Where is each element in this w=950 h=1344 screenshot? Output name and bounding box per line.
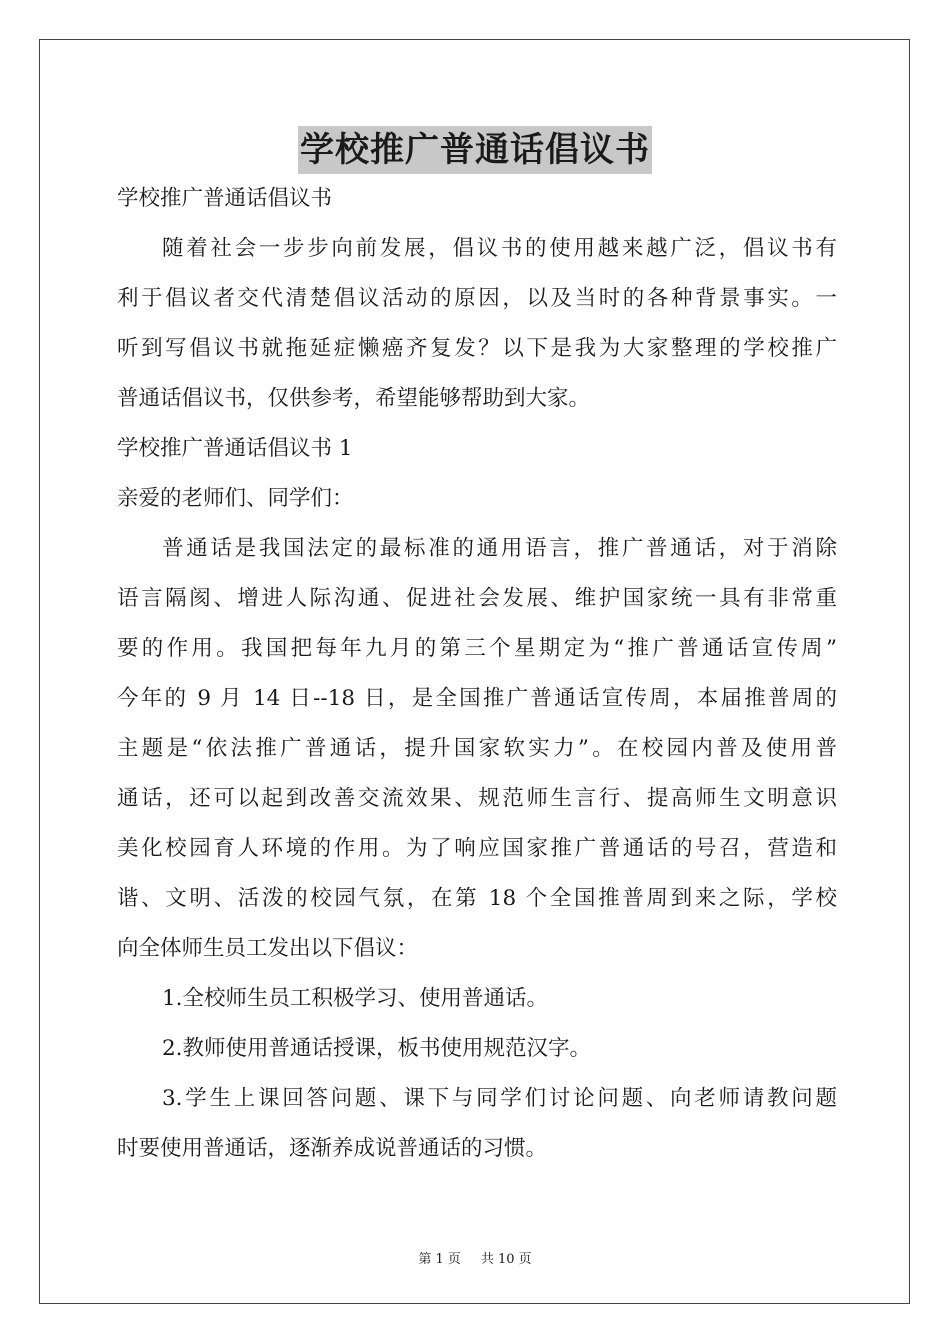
text-line: 谐、文明、活泼的校园气氛，在第 18 个全国推普周到来之际，学校 bbox=[117, 886, 837, 911]
text-line: 利于倡议者交代清楚倡议活动的原因，以及当时的各种背景事实。一 bbox=[117, 286, 837, 311]
text-line: 2.教师使用普通话授课，板书使用规范汉字。 bbox=[162, 1036, 592, 1061]
page-number: 第 1 页 bbox=[418, 1252, 461, 1267]
text-line: 学校推广普通话倡议书 bbox=[117, 186, 333, 211]
text-line: 普通话倡议书，仅供参考，希望能够帮助到大家。 bbox=[117, 386, 591, 411]
text-line: 语言隔阂、增进人际沟通、促进社会发展、维护国家统一具有非常重 bbox=[117, 586, 837, 611]
text-line: 美化校园育人环境的作用。为了响应国家推广普通话的号召，营造和 bbox=[117, 836, 837, 861]
text-line: 学校推广普通话倡议书 1 bbox=[117, 436, 353, 461]
document-title: 学校推广普通话倡议书 bbox=[298, 126, 652, 174]
text-line: 普通话是我国法定的最标准的通用语言，推广普通话，对于消除 bbox=[162, 536, 837, 561]
text-line: 1.全校师生员工积极学习、使用普通话。 bbox=[162, 986, 549, 1011]
text-line: 主题是“依法推广普通话，提升国家软实力”。在校园内普及使用普 bbox=[117, 736, 837, 761]
text-line: 时要使用普通话，逐渐养成说普通话的习惯。 bbox=[117, 1136, 548, 1161]
text-line: 3.学生上课回答问题、课下与同学们讨论问题、向老师请教问题 bbox=[162, 1086, 837, 1111]
text-line: 随着社会一步步向前发展，倡议书的使用越来越广泛，倡议书有 bbox=[162, 236, 837, 261]
text-line: 向全体师生员工发出以下倡议： bbox=[117, 936, 419, 961]
text-line: 通话，还可以起到改善交流效果、规范师生言行、提高师生文明意识 bbox=[117, 786, 837, 811]
page-total: 共 10 页 bbox=[480, 1252, 532, 1267]
title-container bbox=[0, 126, 950, 174]
document-body bbox=[117, 174, 837, 1174]
text-line: 要的作用。我国把每年九月的第三个星期定为“推广普通话宣传周” bbox=[117, 636, 837, 661]
text-line: 今年的 9 月 14 日--18 日，是全国推广普通话宣传周，本届推普周的 bbox=[117, 686, 837, 711]
page-footer bbox=[0, 1248, 950, 1267]
text-line: 听到写倡议书就拖延症懒癌齐复发？以下是我为大家整理的学校推广 bbox=[117, 336, 837, 361]
text-line: 亲爱的老师们、同学们： bbox=[117, 486, 354, 511]
